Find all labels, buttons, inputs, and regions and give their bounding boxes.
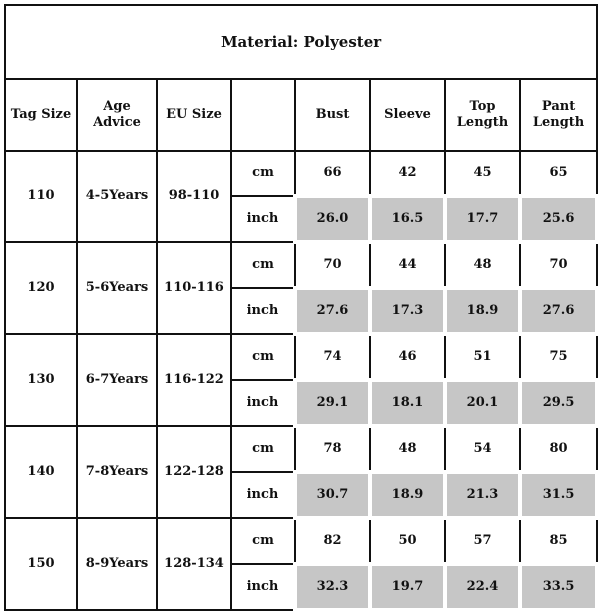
pant-length-inch-cell: 33.5 bbox=[520, 564, 597, 610]
top-length-cm-cell: 48 bbox=[445, 242, 520, 288]
header-sleeve: Sleeve bbox=[370, 79, 445, 151]
unit-cell: cm bbox=[231, 518, 295, 564]
sleeve-inch-cell: 16.5 bbox=[370, 196, 445, 242]
sleeve-inch-cell: 17.3 bbox=[370, 288, 445, 334]
pant-length-cm-cell: 75 bbox=[520, 334, 597, 380]
header-unit bbox=[231, 79, 295, 151]
sleeve-inch-cell: 18.1 bbox=[370, 380, 445, 426]
bust-cm-cell: 78 bbox=[295, 426, 370, 472]
unit-cell: inch bbox=[231, 472, 295, 518]
age-advice-cell: 6-7Years bbox=[77, 334, 157, 426]
size-chart-table bbox=[4, 4, 599, 612]
unit-cell: cm bbox=[231, 426, 295, 472]
table-row bbox=[5, 242, 597, 288]
header-bust: Bust bbox=[295, 79, 370, 151]
unit-cell: inch bbox=[231, 380, 295, 426]
eu-size-cell: 122-128 bbox=[157, 426, 231, 518]
bust-cm-cell: 66 bbox=[295, 151, 370, 196]
pant-length-inch-cell: 25.6 bbox=[520, 196, 597, 242]
bust-inch-cell: 26.0 bbox=[295, 196, 370, 242]
header-top-length: Top Length bbox=[445, 79, 520, 151]
eu-size-cell: 116-122 bbox=[157, 334, 231, 426]
header-tag-size: Tag Size bbox=[5, 79, 77, 151]
pant-length-inch-cell: 29.5 bbox=[520, 380, 597, 426]
bust-inch-cell: 29.1 bbox=[295, 380, 370, 426]
age-advice-cell: 5-6Years bbox=[77, 242, 157, 334]
table-row bbox=[5, 426, 597, 472]
unit-cell: inch bbox=[231, 288, 295, 334]
tag-size-cell: 150 bbox=[5, 518, 77, 610]
table-row bbox=[5, 151, 597, 196]
sleeve-cm-cell: 46 bbox=[370, 334, 445, 380]
table-row bbox=[5, 334, 597, 380]
eu-size-cell: 128-134 bbox=[157, 518, 231, 610]
header-eu-size: EU Size bbox=[157, 79, 231, 151]
top-length-inch-cell: 21.3 bbox=[445, 472, 520, 518]
pant-length-cm-cell: 85 bbox=[520, 518, 597, 564]
sleeve-inch-cell: 19.7 bbox=[370, 564, 445, 610]
bust-inch-cell: 30.7 bbox=[295, 472, 370, 518]
top-length-cm-cell: 45 bbox=[445, 151, 520, 196]
sleeve-cm-cell: 42 bbox=[370, 151, 445, 196]
age-advice-cell: 4-5Years bbox=[77, 151, 157, 242]
title-row bbox=[5, 5, 597, 79]
table-row bbox=[5, 518, 597, 564]
tag-size-cell: 130 bbox=[5, 334, 77, 426]
unit-cell: inch bbox=[231, 196, 295, 242]
pant-length-cm-cell: 80 bbox=[520, 426, 597, 472]
top-length-inch-cell: 20.1 bbox=[445, 380, 520, 426]
bust-cm-cell: 74 bbox=[295, 334, 370, 380]
sleeve-cm-cell: 44 bbox=[370, 242, 445, 288]
pant-length-inch-cell: 31.5 bbox=[520, 472, 597, 518]
pant-length-cm-cell: 65 bbox=[520, 151, 597, 196]
header-age-advice: Age Advice bbox=[77, 79, 157, 151]
pant-length-inch-cell: 27.6 bbox=[520, 288, 597, 334]
table-title: Material: Polyester bbox=[5, 5, 597, 79]
sleeve-inch-cell: 18.9 bbox=[370, 472, 445, 518]
top-length-cm-cell: 57 bbox=[445, 518, 520, 564]
unit-cell: inch bbox=[231, 564, 295, 610]
bust-cm-cell: 70 bbox=[295, 242, 370, 288]
tag-size-cell: 120 bbox=[5, 242, 77, 334]
header-row bbox=[5, 79, 597, 151]
top-length-inch-cell: 22.4 bbox=[445, 564, 520, 610]
top-length-inch-cell: 18.9 bbox=[445, 288, 520, 334]
unit-cell: cm bbox=[231, 151, 295, 196]
unit-cell: cm bbox=[231, 334, 295, 380]
header-pant-length: Pant Length bbox=[520, 79, 597, 151]
unit-cell: cm bbox=[231, 242, 295, 288]
top-length-cm-cell: 54 bbox=[445, 426, 520, 472]
eu-size-cell: 98-110 bbox=[157, 151, 231, 242]
bust-cm-cell: 82 bbox=[295, 518, 370, 564]
top-length-inch-cell: 17.7 bbox=[445, 196, 520, 242]
top-length-cm-cell: 51 bbox=[445, 334, 520, 380]
bust-inch-cell: 32.3 bbox=[295, 564, 370, 610]
tag-size-cell: 140 bbox=[5, 426, 77, 518]
age-advice-cell: 7-8Years bbox=[77, 426, 157, 518]
sleeve-cm-cell: 48 bbox=[370, 426, 445, 472]
bust-inch-cell: 27.6 bbox=[295, 288, 370, 334]
age-advice-cell: 8-9Years bbox=[77, 518, 157, 610]
tag-size-cell: 110 bbox=[5, 151, 77, 242]
sleeve-cm-cell: 50 bbox=[370, 518, 445, 564]
eu-size-cell: 110-116 bbox=[157, 242, 231, 334]
pant-length-cm-cell: 70 bbox=[520, 242, 597, 288]
